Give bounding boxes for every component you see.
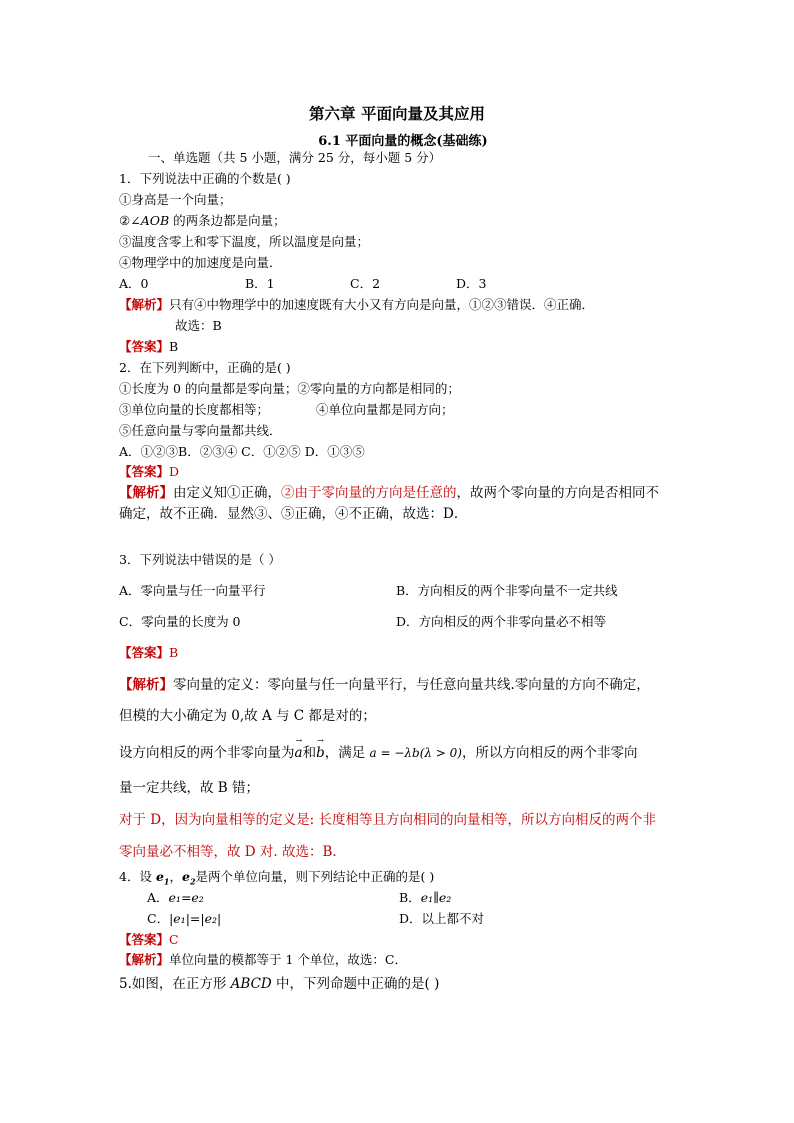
square-abcd: ABCD xyxy=(230,976,272,992)
q2-statement-4: ⑤任意向量与零向量都共线． xyxy=(119,423,282,438)
answer-label: 【答案】 xyxy=(119,339,170,354)
q1-stem: 1．下列说法中正确的个数是( ) xyxy=(119,171,291,186)
q3-and: 和 xyxy=(302,745,317,761)
q4-option-b: B．e₁∥e₂ xyxy=(399,890,452,905)
chapter-title: 第六章 平面向量及其应用 xyxy=(309,104,485,123)
q2-stem: 2．在下列判断中，正确的是( ) xyxy=(119,360,291,375)
q4-option-c: C．|e₁|=|e₂| xyxy=(147,911,222,926)
q2-analysis-3: ，故两个零向量的方向是否相同不 xyxy=(456,485,659,501)
vector-arrow-icon: → xyxy=(317,736,324,745)
answer-label: 【答案】 xyxy=(119,464,170,479)
q1-analysis-text: 只有④中物理学中的加速度既有大小又有方向是向量，①②③错误．④正确． xyxy=(169,297,595,312)
answer-label: 【答案】 xyxy=(119,932,170,947)
q4-stem: 4．设 $e_1$，$e_2$是两个单位向量，则下列结论中正确的是( ) xyxy=(119,869,435,887)
q2-options: A．①②③B．②③④ C．①②⑤ D．①③⑤ xyxy=(119,444,365,459)
q1-statement-3: ③温度含零上和零下温度，所以温度是向量； xyxy=(119,234,370,249)
vector-a: → a xyxy=(294,736,303,761)
q2-analysis xyxy=(119,484,659,502)
q1-answer-value: B xyxy=(169,339,179,354)
q3-analysis-line-1 xyxy=(119,676,650,694)
q3-analysis-line-3 xyxy=(119,736,638,762)
q3-option-d: D．方向相反的两个非零向量必不相等 xyxy=(396,614,607,629)
q5-stem: 5.如图，在正方形 ABCD 中，下列命题中正确的是( ) xyxy=(119,976,440,992)
q3-analysis-line-6: 零向量必不相等，故 D 对. 故选：B. xyxy=(119,844,337,860)
vector-b: → b xyxy=(316,736,325,761)
q2-analysis-red: ②由于零向量的方向是任意的 xyxy=(281,485,457,501)
analysis-label: 【解析】 xyxy=(119,677,173,693)
q1-statement-1: ①身高是一个向量； xyxy=(119,192,232,207)
q1-option-b: B．1 xyxy=(245,276,275,291)
analysis-label: 【解析】 xyxy=(119,297,170,312)
q4-analysis-text: 单位向量的模都等于 1 个单位，故选：C． xyxy=(169,952,407,967)
q4-answer xyxy=(119,932,179,948)
q3-analysis-1: 零向量的定义：零向量与任一向量平行，与任意向量共线.零向量的方向不确定， xyxy=(173,677,650,693)
q3-answer xyxy=(119,645,178,661)
q3-analysis-3c: ，所以方向相反的两个非零向 xyxy=(461,745,638,761)
q3-formula: a = −λb(λ > 0) xyxy=(369,746,462,760)
q2-analysis-1: 由定义知①正确， xyxy=(173,485,281,501)
q2-statement-3: ④单位向量都是同方向； xyxy=(316,402,454,417)
q4-option-a: A．e₁=e₂ xyxy=(147,890,204,905)
q3-option-c: C．零向量的长度为 0 xyxy=(119,614,241,629)
vector-e2: $e_2$ xyxy=(181,869,196,887)
q2-statement-1: ①长度为 0 的向量都是零向量；②零向量的方向都是相同的； xyxy=(119,381,460,396)
angle-aob: AOB xyxy=(140,213,170,228)
q3-stem: 3．下列说法中错误的是（ ） xyxy=(119,552,281,567)
q1-s2-suffix: 的两条边都是向量； xyxy=(169,213,286,228)
analysis-label: 【解析】 xyxy=(119,485,173,501)
q1-s2-prefix: ②∠ xyxy=(119,213,141,228)
q2-answer xyxy=(119,464,179,480)
q3-analysis-3b: ，满足 xyxy=(324,745,366,761)
q1-statement-4: ④物理学中的加速度是向量． xyxy=(119,255,282,270)
q3-analysis-line-5: 对于 D，因为向量相等的定义是: 长度相等且方向相同的向量相等，所以方向相反的两个非 xyxy=(119,812,656,828)
q4-analysis xyxy=(119,952,407,968)
q3-option-b: B．方向相反的两个非零向量不一定共线 xyxy=(396,583,618,598)
vector-e1: $e_1$ xyxy=(155,869,170,887)
q2-answer-value: D xyxy=(169,464,180,479)
q1-option-a: A．0 xyxy=(119,276,149,291)
q3-answer-value: B xyxy=(169,645,179,660)
q1-conclusion: 故选：B xyxy=(175,318,222,333)
q2-statement-2: ③单位向量的长度都相等； xyxy=(119,402,270,417)
q4-answer-value: C xyxy=(169,932,179,947)
q2-analysis-line-2: 确定，故不正确．显然③、⑤正确，④不正确，故选：D． xyxy=(119,506,468,522)
analysis-label: 【解析】 xyxy=(119,952,170,967)
q1-option-c: C．2 xyxy=(350,276,381,291)
q4-option-d: D．以上都不对 xyxy=(399,911,485,926)
q3-analysis-line-4: 量一定共线，故 B 错； xyxy=(119,780,260,796)
q1-analysis xyxy=(119,297,594,313)
q3-option-a: A．零向量与任一向量平行 xyxy=(119,583,266,598)
section-heading: 一、单选题（共 5 小题，满分 25 分，每小题 5 分） xyxy=(148,150,442,165)
q1-statement-2 xyxy=(119,213,286,229)
answer-label: 【答案】 xyxy=(119,645,170,660)
q3-analysis-line-2: 但模的大小确定为 0,故 A 与 C 都是对的； xyxy=(119,708,376,724)
q1-answer xyxy=(119,339,178,355)
vector-arrow-icon: → xyxy=(295,736,303,745)
q3-analysis-3a: 设方向相反的两个非零向量为 xyxy=(119,745,295,761)
section-title: 6.1 平面向量的概念(基础练) xyxy=(318,134,488,149)
q1-option-d: D．3 xyxy=(456,276,487,291)
